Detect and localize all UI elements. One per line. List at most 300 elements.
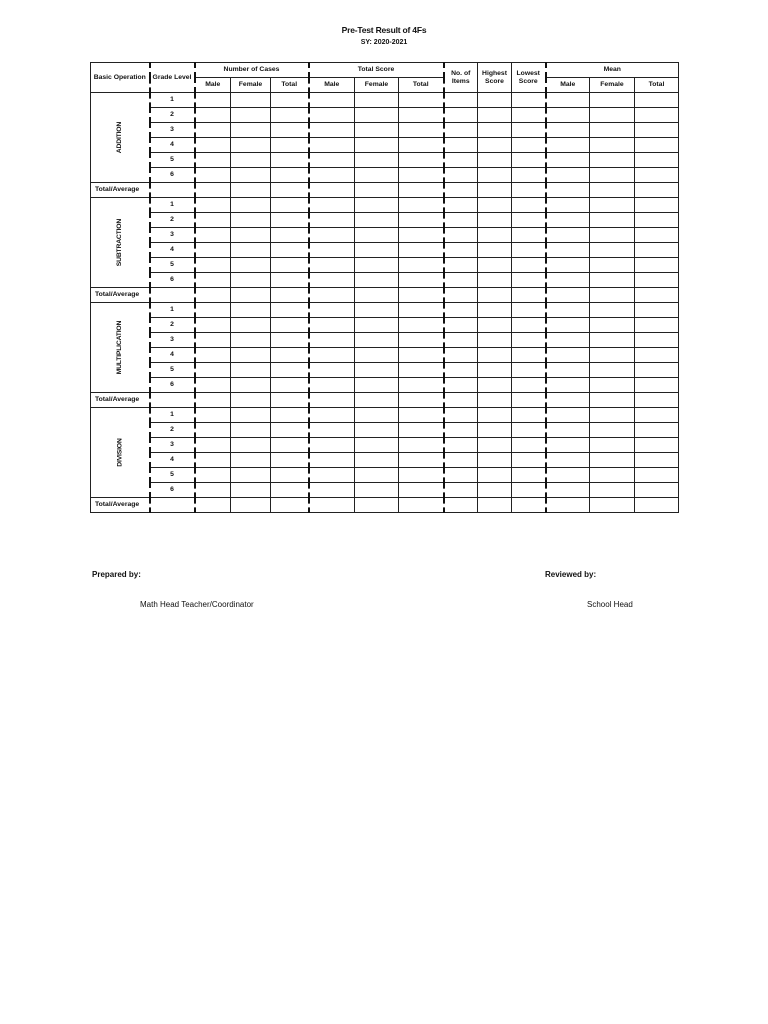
data-cell: [635, 93, 679, 108]
data-cell: [512, 423, 546, 438]
data-cell: [271, 273, 309, 288]
data-cell: [309, 483, 355, 498]
data-cell: [635, 243, 679, 258]
data-cell: [399, 138, 444, 153]
data-cell: [195, 348, 231, 363]
grade-row: [91, 168, 679, 183]
total-cell: [546, 393, 590, 408]
grade-level-cell: 3: [150, 228, 195, 243]
grade-level-cell: 6: [150, 483, 195, 498]
data-cell: [635, 153, 679, 168]
data-cell: [195, 468, 231, 483]
data-cell: [195, 273, 231, 288]
total-cell: [512, 183, 546, 198]
data-cell: [309, 258, 355, 273]
data-cell: [478, 363, 512, 378]
data-cell: [478, 438, 512, 453]
data-cell: [590, 198, 635, 213]
data-cell: [590, 273, 635, 288]
header-mean-female: Female: [590, 78, 635, 93]
total-cell: [355, 393, 399, 408]
grade-level-cell: 5: [150, 258, 195, 273]
total-cell: [635, 288, 679, 303]
data-cell: [271, 348, 309, 363]
data-cell: [309, 333, 355, 348]
grade-level-cell: 4: [150, 348, 195, 363]
data-cell: [309, 363, 355, 378]
data-cell: [512, 168, 546, 183]
header-total-score: Total Score: [309, 63, 444, 78]
total-average-label: Total/Average: [91, 288, 150, 303]
data-cell: [231, 243, 271, 258]
data-cell: [271, 438, 309, 453]
data-cell: [478, 333, 512, 348]
data-cell: [355, 198, 399, 213]
data-cell: [271, 333, 309, 348]
data-cell: [231, 438, 271, 453]
data-cell: [635, 258, 679, 273]
data-cell: [512, 138, 546, 153]
data-cell: [195, 318, 231, 333]
data-cell: [635, 438, 679, 453]
data-cell: [231, 318, 271, 333]
data-cell: [590, 333, 635, 348]
data-cell: [512, 273, 546, 288]
data-cell: [355, 93, 399, 108]
total-cell: [309, 498, 355, 513]
data-cell: [635, 423, 679, 438]
total-cell: [512, 393, 546, 408]
data-cell: [635, 408, 679, 423]
total-cell: [590, 183, 635, 198]
grade-row: [91, 258, 679, 273]
data-cell: [355, 483, 399, 498]
total-cell: [399, 183, 444, 198]
data-cell: [478, 348, 512, 363]
header-row-1: [91, 63, 679, 78]
data-cell: [355, 243, 399, 258]
data-cell: [355, 168, 399, 183]
data-cell: [546, 348, 590, 363]
header-mean-total: Total: [635, 78, 679, 93]
data-cell: [635, 483, 679, 498]
data-cell: [512, 243, 546, 258]
data-cell: [195, 108, 231, 123]
data-cell: [355, 378, 399, 393]
header-mean-male: Male: [546, 78, 590, 93]
total-cell: [195, 393, 231, 408]
data-cell: [478, 138, 512, 153]
data-cell: [512, 348, 546, 363]
data-cell: [195, 93, 231, 108]
total-cell: [478, 498, 512, 513]
data-cell: [195, 123, 231, 138]
grade-level-cell: 3: [150, 438, 195, 453]
data-cell: [635, 378, 679, 393]
data-cell: [309, 153, 355, 168]
total-cell: [271, 288, 309, 303]
data-cell: [635, 228, 679, 243]
grade-row: [91, 348, 679, 363]
data-cell: [444, 123, 478, 138]
grade-row: [91, 273, 679, 288]
data-cell: [195, 198, 231, 213]
data-cell: [355, 108, 399, 123]
data-cell: [399, 213, 444, 228]
data-cell: [231, 123, 271, 138]
data-cell: [590, 468, 635, 483]
data-cell: [231, 303, 271, 318]
grade-level-cell: 1: [150, 198, 195, 213]
data-cell: [512, 333, 546, 348]
data-cell: [590, 378, 635, 393]
data-cell: [231, 168, 271, 183]
data-cell: [399, 423, 444, 438]
grade-level-cell: 4: [150, 138, 195, 153]
data-cell: [195, 423, 231, 438]
data-cell: [444, 378, 478, 393]
data-cell: [231, 408, 271, 423]
total-average-grade-cell: [150, 183, 195, 198]
data-cell: [512, 378, 546, 393]
total-cell: [399, 393, 444, 408]
total-cell: [271, 498, 309, 513]
data-cell: [478, 153, 512, 168]
data-cell: [590, 138, 635, 153]
data-cell: [399, 123, 444, 138]
data-cell: [444, 423, 478, 438]
total-cell: [231, 288, 271, 303]
total-cell: [231, 498, 271, 513]
data-cell: [635, 348, 679, 363]
data-cell: [512, 483, 546, 498]
data-cell: [478, 408, 512, 423]
data-cell: [478, 483, 512, 498]
data-cell: [271, 243, 309, 258]
grade-row: [91, 138, 679, 153]
grade-level-cell: 2: [150, 108, 195, 123]
total-cell: [399, 288, 444, 303]
total-cell: [355, 288, 399, 303]
grade-row: [91, 123, 679, 138]
data-cell: [590, 453, 635, 468]
data-cell: [478, 168, 512, 183]
data-cell: [355, 468, 399, 483]
grade-level-cell: 2: [150, 423, 195, 438]
data-cell: [546, 153, 590, 168]
total-cell: [546, 498, 590, 513]
total-cell: [309, 288, 355, 303]
data-cell: [444, 468, 478, 483]
data-cell: [309, 453, 355, 468]
total-cell: [231, 183, 271, 198]
data-cell: [309, 93, 355, 108]
data-cell: [309, 213, 355, 228]
data-cell: [444, 228, 478, 243]
grade-row: [91, 243, 679, 258]
total-average-label: Total/Average: [91, 393, 150, 408]
data-cell: [399, 468, 444, 483]
data-cell: [512, 303, 546, 318]
data-cell: [590, 408, 635, 423]
header-cases-male: Male: [195, 78, 231, 93]
grade-row: [91, 153, 679, 168]
total-cell: [546, 288, 590, 303]
header-basic-operation: Basic Operation: [91, 63, 150, 93]
data-cell: [195, 453, 231, 468]
total-cell: [635, 498, 679, 513]
data-cell: [355, 438, 399, 453]
header-lowest-score: Lowest Score: [512, 63, 546, 93]
total-cell: [512, 288, 546, 303]
total-cell: [195, 183, 231, 198]
data-cell: [231, 348, 271, 363]
grade-level-cell: 1: [150, 93, 195, 108]
total-cell: [355, 498, 399, 513]
data-cell: [355, 273, 399, 288]
data-cell: [444, 408, 478, 423]
data-cell: [355, 363, 399, 378]
grade-row: [91, 483, 679, 498]
data-cell: [195, 258, 231, 273]
data-cell: [444, 168, 478, 183]
data-cell: [399, 273, 444, 288]
data-cell: [399, 453, 444, 468]
data-cell: [444, 213, 478, 228]
data-cell: [546, 168, 590, 183]
grade-row: [91, 333, 679, 348]
total-cell: [271, 393, 309, 408]
data-cell: [444, 153, 478, 168]
data-cell: [195, 363, 231, 378]
data-cell: [635, 303, 679, 318]
grade-level-cell: 3: [150, 123, 195, 138]
data-cell: [635, 108, 679, 123]
data-cell: [355, 138, 399, 153]
data-cell: [355, 333, 399, 348]
data-cell: [309, 138, 355, 153]
data-cell: [309, 168, 355, 183]
data-cell: [195, 303, 231, 318]
data-cell: [444, 303, 478, 318]
data-cell: [231, 468, 271, 483]
data-cell: [478, 108, 512, 123]
operation-label: ADDITION: [116, 121, 124, 154]
data-cell: [635, 363, 679, 378]
reviewer-role: School Head: [587, 600, 633, 609]
total-cell: [478, 393, 512, 408]
data-cell: [512, 108, 546, 123]
data-cell: [355, 123, 399, 138]
data-cell: [231, 453, 271, 468]
data-cell: [478, 213, 512, 228]
total-cell: [195, 288, 231, 303]
grade-row: [91, 438, 679, 453]
data-cell: [635, 138, 679, 153]
data-cell: [231, 273, 271, 288]
total-cell: [231, 393, 271, 408]
data-cell: [399, 363, 444, 378]
data-cell: [444, 138, 478, 153]
grade-row: [91, 363, 679, 378]
total-average-row: [91, 183, 679, 198]
data-cell: [399, 318, 444, 333]
data-cell: [444, 363, 478, 378]
data-cell: [512, 228, 546, 243]
data-cell: [231, 228, 271, 243]
total-cell: [478, 288, 512, 303]
data-cell: [546, 258, 590, 273]
header-score-female: Female: [355, 78, 399, 93]
data-cell: [355, 228, 399, 243]
grade-row: [91, 453, 679, 468]
data-cell: [444, 108, 478, 123]
grade-level-cell: 2: [150, 318, 195, 333]
data-cell: [478, 228, 512, 243]
data-cell: [309, 318, 355, 333]
total-average-row: [91, 393, 679, 408]
total-cell: [355, 183, 399, 198]
data-cell: [309, 108, 355, 123]
header-score-male: Male: [309, 78, 355, 93]
data-cell: [271, 198, 309, 213]
data-cell: [444, 438, 478, 453]
grade-row: [91, 93, 679, 108]
data-cell: [309, 228, 355, 243]
data-cell: [195, 138, 231, 153]
total-cell: [590, 498, 635, 513]
data-cell: [309, 303, 355, 318]
data-cell: [478, 378, 512, 393]
data-cell: [399, 108, 444, 123]
data-cell: [231, 198, 271, 213]
data-cell: [355, 423, 399, 438]
report-title: Pre-Test Result of 4Fs: [341, 25, 427, 35]
data-cell: [444, 483, 478, 498]
data-cell: [546, 408, 590, 423]
header-number-of-cases: Number of Cases: [195, 63, 309, 78]
preparer-role: Math Head Teacher/Coordinator: [140, 600, 254, 609]
total-average-label: Total/Average: [91, 183, 150, 198]
total-cell: [444, 183, 478, 198]
data-cell: [399, 153, 444, 168]
data-cell: [309, 243, 355, 258]
total-cell: [444, 288, 478, 303]
data-cell: [635, 453, 679, 468]
data-cell: [399, 168, 444, 183]
data-cell: [271, 468, 309, 483]
total-average-label: Total/Average: [91, 498, 150, 513]
operation-label-cell: [91, 408, 150, 498]
data-cell: [355, 348, 399, 363]
operation-label-cell: [91, 198, 150, 288]
data-cell: [231, 93, 271, 108]
data-cell: [355, 318, 399, 333]
data-cell: [635, 318, 679, 333]
data-cell: [512, 318, 546, 333]
data-cell: [309, 468, 355, 483]
header-cases-total: Total: [271, 78, 309, 93]
data-cell: [399, 438, 444, 453]
data-cell: [590, 303, 635, 318]
data-cell: [512, 453, 546, 468]
data-cell: [195, 483, 231, 498]
data-cell: [590, 318, 635, 333]
school-year: SY: 2020-2021: [360, 39, 408, 46]
data-cell: [231, 213, 271, 228]
data-cell: [399, 258, 444, 273]
total-average-grade-cell: [150, 288, 195, 303]
data-cell: [231, 423, 271, 438]
data-cell: [399, 303, 444, 318]
data-cell: [444, 93, 478, 108]
header-score-total: Total: [399, 78, 444, 93]
grade-row: [91, 468, 679, 483]
data-cell: [546, 483, 590, 498]
data-cell: [355, 213, 399, 228]
data-cell: [512, 468, 546, 483]
data-cell: [512, 123, 546, 138]
data-cell: [271, 318, 309, 333]
data-cell: [590, 348, 635, 363]
data-cell: [590, 363, 635, 378]
data-cell: [444, 198, 478, 213]
data-cell: [546, 303, 590, 318]
data-cell: [444, 348, 478, 363]
data-cell: [546, 243, 590, 258]
grade-row: [91, 198, 679, 213]
grade-level-cell: 6: [150, 273, 195, 288]
data-cell: [399, 408, 444, 423]
data-cell: [546, 468, 590, 483]
data-cell: [195, 168, 231, 183]
data-cell: [309, 438, 355, 453]
data-cell: [512, 258, 546, 273]
data-cell: [546, 213, 590, 228]
data-cell: [478, 318, 512, 333]
grade-level-cell: 1: [150, 303, 195, 318]
data-cell: [478, 198, 512, 213]
results-table: [90, 62, 679, 513]
data-cell: [590, 108, 635, 123]
data-cell: [231, 363, 271, 378]
grade-level-cell: 5: [150, 153, 195, 168]
data-cell: [590, 213, 635, 228]
data-cell: [478, 93, 512, 108]
data-cell: [231, 138, 271, 153]
data-cell: [271, 138, 309, 153]
data-cell: [478, 243, 512, 258]
data-cell: [309, 408, 355, 423]
data-cell: [546, 93, 590, 108]
data-cell: [635, 468, 679, 483]
data-cell: [309, 273, 355, 288]
data-cell: [231, 108, 271, 123]
grade-row: [91, 108, 679, 123]
data-cell: [195, 438, 231, 453]
total-cell: [590, 288, 635, 303]
data-cell: [195, 213, 231, 228]
grade-level-cell: 4: [150, 453, 195, 468]
data-cell: [271, 483, 309, 498]
data-cell: [399, 228, 444, 243]
total-cell: [399, 498, 444, 513]
grade-level-cell: 5: [150, 468, 195, 483]
total-cell: [309, 393, 355, 408]
total-average-row: [91, 498, 679, 513]
grade-level-cell: 6: [150, 168, 195, 183]
data-cell: [590, 483, 635, 498]
